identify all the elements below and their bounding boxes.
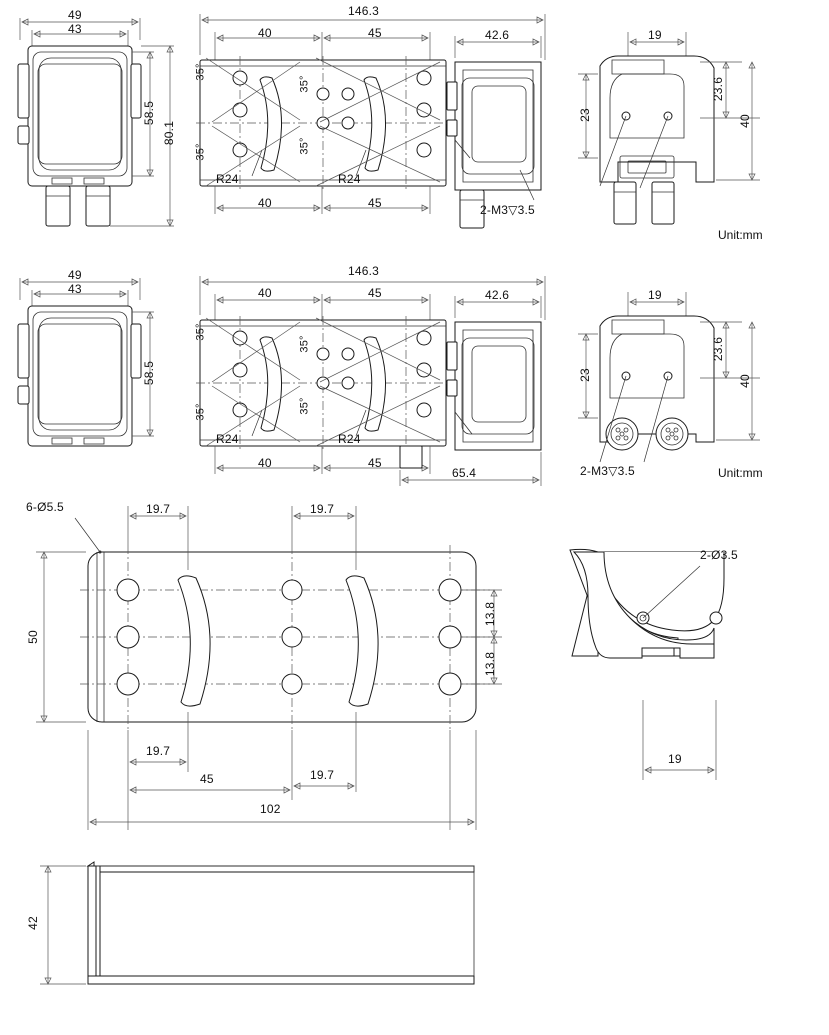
- dim-plate-19-7-top-right: 19.7: [310, 502, 335, 516]
- dim-row1-angle-3: 35°: [298, 75, 311, 93]
- dim-row1-r24b: R24: [338, 172, 361, 186]
- row4-l-profile: [40, 862, 474, 984]
- dim-plate-19-7-top-left: 19.7: [146, 502, 171, 516]
- dim-row1-top-40a: 40: [258, 26, 272, 40]
- dim-row1-side-19: 19: [648, 28, 662, 42]
- dim-bracket-19: 19: [668, 752, 682, 766]
- dim-plate-19-7-bottom-left: 19.7: [146, 744, 171, 758]
- dim-row1-side-23: 23: [577, 108, 592, 122]
- row2-front-view: [18, 278, 157, 446]
- dim-row2-top-146-3: 146.3: [348, 264, 380, 278]
- callout-row1-m3: 2-M3▽3.5: [480, 203, 535, 217]
- dim-plate-13-8-upper: 13.8: [483, 601, 498, 627]
- callout-6-hole: 6-Ø5.5: [26, 500, 64, 514]
- row2-side-view: [578, 292, 760, 462]
- dim-row1-r24a: R24: [216, 172, 239, 186]
- dim-row2-top-40a: 40: [258, 286, 272, 300]
- row3-plate-plan: [36, 506, 502, 830]
- dim-row1-top-146-3: 146.3: [348, 4, 380, 18]
- dim-row2-front-58-5: 58.5: [142, 360, 157, 386]
- dim-plate-45: 45: [200, 772, 214, 786]
- dim-row2-65-4: 65.4: [452, 466, 477, 480]
- unit-note-1: Unit:mm: [718, 228, 763, 242]
- dim-row1-top-45a: 45: [368, 26, 382, 40]
- callout-row2-m3: 2-M3▽3.5: [580, 464, 635, 478]
- dim-row1-angle-2: 35°: [194, 143, 207, 161]
- dim-row2-bot-45b: 45: [368, 456, 382, 470]
- dim-row2-angle-1: 35°: [194, 323, 207, 341]
- dim-row2-r24a: R24: [216, 432, 239, 446]
- dim-row1-front-49: 49: [68, 8, 82, 22]
- dim-row2-angle-2: 35°: [194, 403, 207, 421]
- dim-plate-19-7-bottom-right: 19.7: [310, 768, 335, 782]
- dim-row1-front-43: 43: [68, 22, 82, 36]
- dim-row2-bot-40b: 40: [258, 456, 272, 470]
- dim-row1-42-6: 42.6: [485, 28, 510, 42]
- dim-row2-front-49: 49: [68, 268, 82, 282]
- dim-row2-side-40: 40: [737, 374, 752, 388]
- row2-top-view: [196, 276, 545, 486]
- dim-plate-13-8-lower: 13.8: [483, 651, 498, 677]
- dim-row1-front-58-5: 58.5: [142, 100, 157, 126]
- dim-plate-102: 102: [260, 802, 281, 816]
- dim-row1-angle-1: 35°: [194, 63, 207, 81]
- dim-row1-bot-40b: 40: [258, 196, 272, 210]
- dim-profile-42: 42: [25, 916, 40, 930]
- dim-row2-r24b: R24: [338, 432, 361, 446]
- unit-note-2: Unit:mm: [718, 466, 763, 480]
- dim-row2-top-45a: 45: [368, 286, 382, 300]
- dim-row2-angle-4: 35°: [298, 397, 311, 415]
- dim-row2-42-6: 42.6: [485, 288, 510, 302]
- dim-row2-side-23-6: 23.6: [711, 336, 726, 362]
- dim-plate-50: 50: [25, 630, 40, 644]
- row3-bracket-side: [570, 549, 724, 780]
- dim-row2-front-43: 43: [68, 282, 82, 296]
- dim-row2-side-19: 19: [648, 288, 662, 302]
- dim-row1-side-40: 40: [737, 114, 752, 128]
- dim-row1-side-23-6: 23.6: [711, 76, 726, 102]
- dim-row2-side-23: 23: [577, 368, 592, 382]
- dim-row2-angle-3: 35°: [298, 335, 311, 353]
- row1-side-view: [578, 32, 760, 224]
- callout-2-hole: 2-Ø3.5: [700, 548, 738, 562]
- dim-row1-front-80-1: 80.1: [162, 120, 177, 146]
- dim-row1-angle-4: 35°: [298, 137, 311, 155]
- dim-row1-bot-45b: 45: [368, 196, 382, 210]
